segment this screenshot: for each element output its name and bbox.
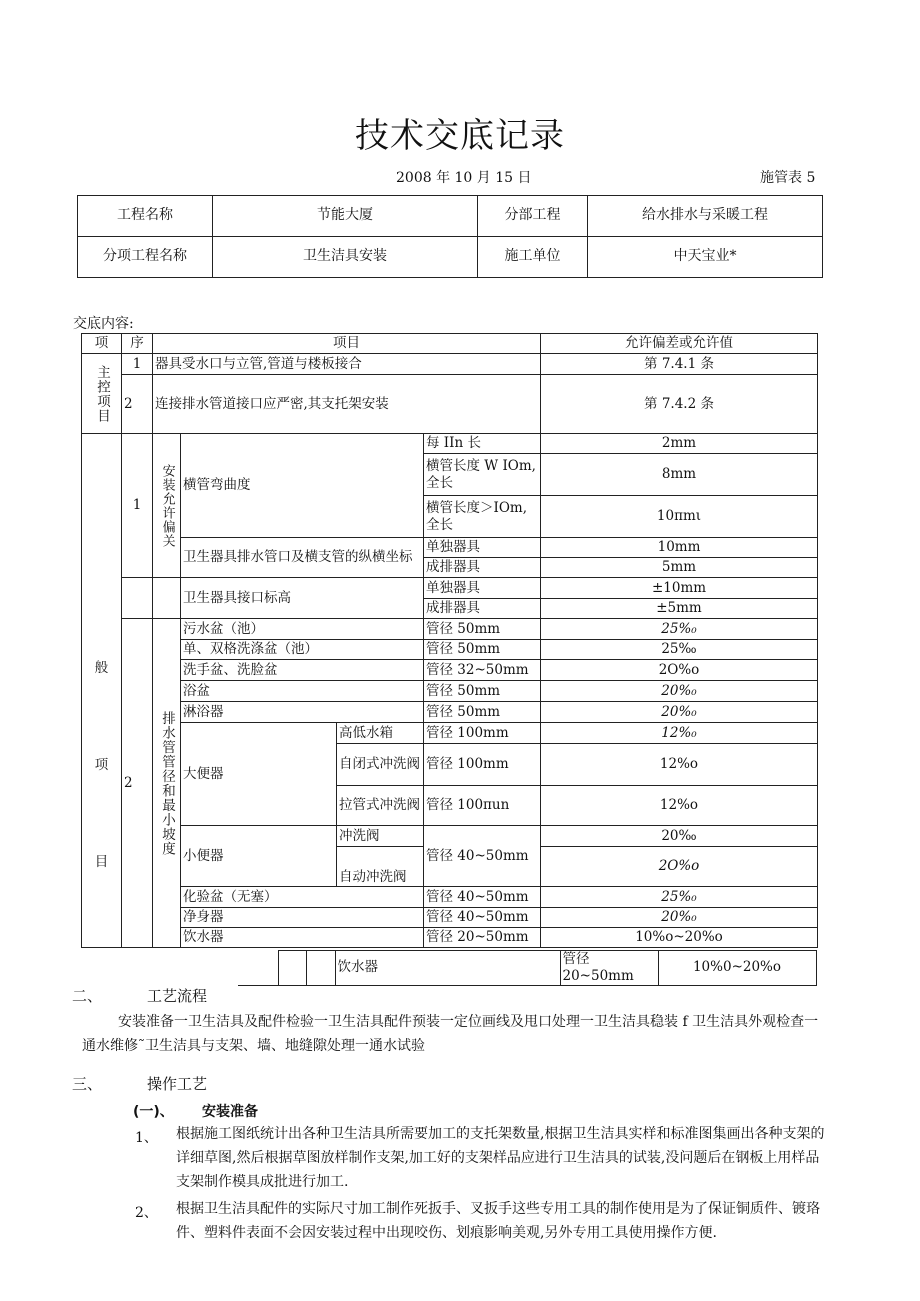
contractor-label: 施工单位	[478, 237, 588, 278]
row-pipe: 管径 100mm	[424, 723, 541, 744]
row-value: 5mm	[541, 558, 818, 578]
blank-cell	[238, 951, 278, 986]
general-label-2: 项	[94, 757, 109, 774]
row-item: 器具受水口与立管,管道与楼板接合	[153, 354, 541, 375]
row-value: 8mm	[541, 454, 818, 496]
row-item: 卫生器具接口标高	[181, 578, 424, 619]
row-value: 第 7.4.1 条	[541, 354, 818, 375]
blank-cell	[153, 578, 181, 619]
row-value: 10%o~20%o	[541, 928, 818, 948]
row-sub: 冲洗阀	[337, 826, 424, 847]
row-value: 20%₀	[541, 702, 818, 723]
tolerance-table	[81, 333, 818, 948]
row-value: 20%₀	[541, 681, 818, 702]
row-value: 25%₀	[541, 619, 818, 640]
row-value: 12%o	[541, 744, 818, 786]
row-value: 2mm	[541, 434, 818, 454]
content-label: 交底内容:	[73, 316, 134, 332]
row-item: 淋浴器	[181, 702, 424, 723]
row-pipe: 管径 50mm	[424, 702, 541, 723]
row-pipe: 管径 50mm	[424, 681, 541, 702]
division-value: 给水排水与采暖工程	[588, 196, 823, 237]
row-no: 1	[122, 354, 153, 375]
section2-number: 二、	[72, 987, 103, 1005]
row-pipe: 管径 40~50mm	[424, 826, 541, 887]
record-date: 2008 年 10 月 15 日	[396, 170, 532, 186]
row-sub: 单独器具	[424, 538, 541, 558]
general-items-label	[82, 434, 122, 948]
row-pipe: 管径 50mm	[424, 619, 541, 640]
blank-cell	[122, 578, 153, 619]
section3-number: 三、	[72, 1075, 103, 1093]
urinal-label: 小便器	[181, 826, 337, 887]
row-value: 20%₀	[541, 908, 818, 928]
col-header-seq: 序	[122, 334, 153, 354]
extra-row-pipe: 管径 20~50mm	[560, 951, 658, 986]
subsection-title: 安装准备	[202, 1104, 258, 1120]
form-number: 施管表 5	[760, 170, 816, 186]
row-sub: 成排器具	[424, 599, 541, 619]
item-number: 2、	[135, 1205, 158, 1221]
row-item: 饮水器	[181, 928, 424, 948]
extra-row-table	[238, 950, 817, 986]
subitem-label: 分项工程名称	[78, 237, 213, 278]
main-control-label: 主控项目	[82, 354, 122, 434]
row-pipe: 管径 40~50mm	[424, 908, 541, 928]
row-item: 浴盆	[181, 681, 424, 702]
extra-row-value: 10%0~20%o	[658, 951, 816, 986]
row-value: 2O%o	[541, 660, 818, 681]
row-item: 洗手盆、洗脸盆	[181, 660, 424, 681]
group1-label: 安装允许偏关	[153, 434, 181, 578]
blank-cell	[278, 951, 306, 986]
row-pipe: 管径 20~50mm	[424, 928, 541, 948]
row-value: 12%o	[541, 786, 818, 826]
row-value: 25‰	[541, 640, 818, 660]
row-sub: 高低水箱	[337, 723, 424, 744]
document-title: 技术交底记录	[355, 116, 565, 156]
row-item: 净身器	[181, 908, 424, 928]
row-sub: 横管长度 W IOm,全长	[424, 454, 541, 496]
group2-label: 排水管管径和最小坡度	[153, 619, 181, 948]
col-header-tolerance: 允许偏差或允许值	[541, 334, 818, 354]
row-sub: 成排器具	[424, 558, 541, 578]
group2-no: 2	[122, 619, 153, 948]
row-item: 连接排水管道接口应严密,其支托架安装	[153, 375, 541, 434]
general-label-1: 般	[94, 660, 109, 677]
row-no: 2	[122, 375, 153, 434]
group1-no: 1	[122, 434, 153, 578]
row-sub: 自动冲洗阀	[337, 847, 424, 887]
section2-text: 安装准备一卫生洁具及配件检验一卫生洁具配件预装一定位画线及甩口处理一卫生洁具稳装 f 卫生洁具外观检查一通水维修˜卫生洁具与支架、墙、地缝隙处理一通水试验	[82, 1014, 819, 1054]
row-item: 单、双格洗涤盆（池）	[181, 640, 424, 660]
blank-cell	[306, 951, 335, 986]
item-number: 1、	[135, 1130, 158, 1146]
col-header-category: 项	[82, 334, 122, 354]
section2-title: 工艺流程	[147, 987, 208, 1005]
contractor-value: 中天宝业*	[588, 237, 823, 278]
division-label: 分部工程	[478, 196, 588, 237]
row-sub: 自闭式冲洗阀	[337, 744, 424, 786]
row-item: 横管弯曲度	[181, 434, 424, 538]
general-label-3: 目	[94, 853, 109, 870]
project-name-label: 工程名称	[78, 196, 213, 237]
row-value: ±5mm	[541, 599, 818, 619]
row-pipe: 管径 100πun	[424, 786, 541, 826]
col-header-item: 项目	[153, 334, 541, 354]
project-name-value: 节能大厦	[213, 196, 478, 237]
row-value: 2O%o	[541, 847, 818, 887]
toilet-label: 大便器	[181, 723, 337, 826]
row-pipe: 管径 50mm	[424, 640, 541, 660]
item-text: 根据卫生洁具配件的实际尺寸加工制作死扳手、叉扳手这些专用工具的制作使用是为了保证铜质件、镀珞件、塑料件表面不会因安装过程中出现咬伤、划痕影响美观,另外专用工具使用操作方便.	[176, 1201, 820, 1241]
row-value: 25%₀	[541, 887, 818, 908]
row-sub: 拉管式冲洗阀	[337, 786, 424, 826]
row-pipe: 管径 40~50mm	[424, 887, 541, 908]
extra-row-item: 饮水器	[335, 951, 560, 986]
section3-title: 操作工艺	[147, 1075, 208, 1093]
row-pipe: 管径 32~50mm	[424, 660, 541, 681]
row-value: 12%₀	[541, 723, 818, 744]
header-table	[77, 195, 823, 278]
item-text: 根据施工图纸统计出各种卫生洁具所需要加工的支托架数量,根据卫生洁具实样和标准图集画出各种支架的详细草图,然后根据草图放样制作支架,加工好的支架样品应进行卫生洁具的试装,没问题后在钢板上用样品支架制作模具成批进行加工.	[176, 1126, 825, 1190]
row-value: 10mm	[541, 538, 818, 558]
row-item: 污水盆（池）	[181, 619, 424, 640]
subitem-value: 卫生洁具安装	[213, 237, 478, 278]
row-sub: 每 IIn 长	[424, 434, 541, 454]
subsection-number: (一)、	[133, 1104, 174, 1120]
row-value: 第 7.4.2 条	[541, 375, 818, 434]
row-item: 卫生器具排水管口及横支管的纵横坐标	[181, 538, 424, 578]
row-item: 化验盆（无塞）	[181, 887, 424, 908]
row-pipe: 管径 100mm	[424, 744, 541, 786]
row-value: 20‰	[541, 826, 818, 847]
row-value: ±10mm	[541, 578, 818, 599]
row-sub: 横管长度＞IOm,全长	[424, 496, 541, 538]
row-value: 10πmι	[541, 496, 818, 538]
row-sub: 单独器具	[424, 578, 541, 599]
